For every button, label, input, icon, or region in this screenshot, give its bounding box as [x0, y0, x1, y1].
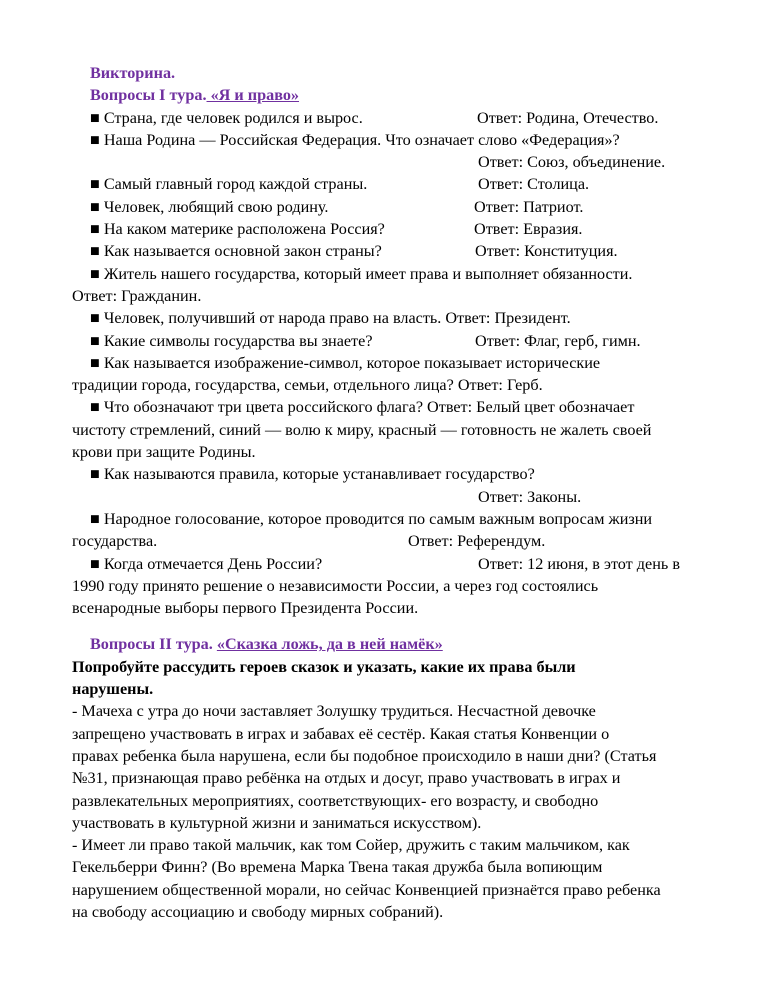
- question-text: ■ Что обозначают три цвета российского флага? Ответ: Белый цвет обозначает: [90, 398, 635, 417]
- round2-heading: [72, 633, 732, 655]
- question-text: 1990 году принято решение о независимости России, а через год состоялись: [72, 576, 599, 595]
- answer-text: Ответ: Референдум.: [408, 532, 546, 551]
- section-gap: [72, 619, 732, 633]
- question-row-cont: [72, 441, 732, 463]
- question-row: [72, 263, 732, 285]
- question-text: ■ Народное голосование, которое проводится по самым важным вопросам жизни: [90, 509, 653, 528]
- paragraph-line: Гекельберри Финн? (Во времена Марка Твена такая дружба была вопиющим: [72, 858, 603, 877]
- paragraph-line: развлекательных мероприятиях, соответствующих- его возрасту, и свободно: [72, 791, 599, 810]
- answer-text: Ответ: Законы.: [478, 487, 582, 506]
- question-text: ■ Как называются правила, которые устанавливает государство?: [90, 465, 535, 484]
- answer-text: Ответ: Союз, объединение.: [478, 153, 666, 172]
- question-row-cont: [72, 530, 732, 552]
- question-text: крови при защите Родины.: [72, 443, 256, 462]
- question-text: ■ Самый главный город каждой страны.: [90, 175, 368, 194]
- question-text: ■ Страна, где человек родился и вырос.: [90, 108, 363, 127]
- paragraph-line: на свободу ассоциацию и свободу мирных собраний).: [72, 902, 444, 921]
- round2-heading-prefix: Вопросы II тура.: [90, 635, 217, 654]
- answer-text: Ответ: Флаг, герб, гимн.: [475, 331, 641, 350]
- question-row: [72, 463, 732, 485]
- round2-instruction: Попробуйте рассудить героев сказок и указать, какие их права были: [72, 657, 576, 676]
- question-text: ■ Когда отмечается День России?: [90, 554, 323, 573]
- answer-text: Ответ: Евразия.: [474, 220, 583, 239]
- question-text: ■ Человек, любящий свою родину.: [90, 197, 329, 216]
- paragraph-line: - Мачеха с утра до ночи заставляет Золушку трудиться. Несчастной девочке: [72, 702, 596, 721]
- question-text: ■ На каком материке расположена Россия?: [90, 220, 385, 239]
- round2-heading-link: «Сказка ложь, да в ней намёк»: [216, 635, 443, 654]
- question-text: ■ Какие символы государства вы знаете?: [90, 331, 373, 350]
- question-text: ■ Житель нашего государства, который имеет права и выполняет обязанности.: [90, 264, 633, 283]
- question-row: [72, 129, 732, 151]
- round1-heading-prefix: Вопросы I тура.: [90, 86, 207, 105]
- question-text: чистоту стремлений, синий — волю к миру, красный — готовность не жалеть своей: [72, 420, 652, 439]
- paragraph-line: нарушением общественной морали, но сейчас Конвенцией признаётся право ребенка: [72, 880, 661, 899]
- question-row-cont: [72, 374, 732, 396]
- question-text: традиции города, государства, семьи, отдельного лица? Ответ: Герб.: [72, 376, 543, 395]
- question-row-cont: [72, 575, 732, 597]
- paragraph-line: участвовать в культурной жизни и заниматься искусством).: [72, 813, 482, 832]
- answer-row: [72, 486, 732, 508]
- answer-text: Ответ: Родина, Отечество.: [477, 108, 659, 127]
- question-row-cont: [72, 597, 732, 619]
- answer-text: Ответ: 12 июня, в этот день в: [478, 554, 680, 573]
- question-row: [72, 508, 732, 530]
- round1-heading-link: «Я и право»: [206, 86, 300, 105]
- answer-text: Ответ: Столица.: [478, 175, 590, 194]
- answer-row: [72, 285, 732, 307]
- question-text: ■ Как называется изображение-символ, которое показывает исторические: [90, 353, 601, 372]
- paragraph-line: правах ребенка была нарушена, если бы подобное происходило в наши дни? (Статья: [72, 746, 657, 765]
- question-text: ■ Наша Родина — Российская Федерация. Что означает слово «Федерация»?: [90, 130, 620, 149]
- question-row: [72, 173, 732, 195]
- question-row: [72, 352, 732, 374]
- question-row: [72, 553, 732, 575]
- round1-heading: [72, 84, 732, 106]
- question-row: [72, 307, 732, 329]
- question-row: [72, 196, 732, 218]
- question-text: ■ Как называется основной закон страны?: [90, 242, 382, 261]
- question-row: [72, 107, 732, 129]
- round2-instruction: нарушены.: [72, 680, 154, 699]
- question-text: государства.: [72, 532, 158, 551]
- question-row: [72, 240, 732, 262]
- question-row-cont: [72, 419, 732, 441]
- answer-text: Ответ: Патриот.: [474, 197, 584, 216]
- document-page: [72, 62, 732, 923]
- question-text: ■ Человек, получивший от народа право на власть. Ответ: Президент.: [90, 309, 571, 328]
- paragraph-line: - Имеет ли право такой мальчик, как том Сойер, дружить с таким мальчиком, как: [72, 836, 630, 855]
- answer-text: Ответ: Конституция.: [475, 242, 618, 261]
- question-row: [72, 218, 732, 240]
- question-text: всенародные выборы первого Президента России.: [72, 599, 419, 618]
- question-row: [72, 396, 732, 418]
- paragraph-line: №31, признающая право ребёнка на отдых и досуг, право участвовать в играх и: [72, 769, 621, 788]
- answer-text: Ответ: Гражданин.: [72, 286, 202, 305]
- quiz-title: Викторина.: [90, 64, 176, 82]
- answer-row: [72, 151, 732, 173]
- paragraph-line: запрещено участвовать в играх и забавах её сестёр. Какая статья Конвенции о: [72, 724, 610, 743]
- question-row: [72, 330, 732, 352]
